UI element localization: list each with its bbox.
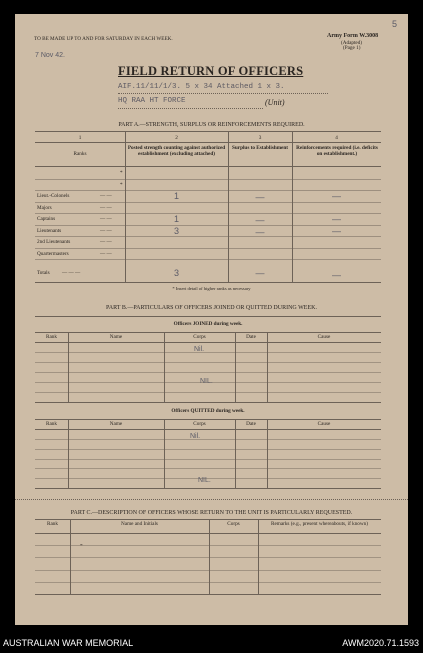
part-a-row-rule	[35, 179, 381, 180]
part-a-row-rule	[35, 236, 381, 237]
rank-label: Lieutenants	[37, 228, 62, 234]
rank-label: 2nd Lieutenants	[37, 239, 71, 245]
posted-value: 1	[173, 214, 179, 224]
table-row-rule	[35, 557, 381, 558]
quitted-nil: NIL.	[198, 477, 211, 484]
col-number: 3	[258, 135, 262, 141]
posted-value: 1	[173, 191, 179, 201]
table-col-header: Name	[109, 421, 123, 427]
rank-label: *	[120, 170, 123, 176]
surplus-value: —	[255, 215, 265, 225]
table-row-rule	[35, 449, 381, 450]
totals-posted: 3	[173, 268, 179, 278]
col-number: 4	[335, 135, 338, 141]
table-bottom-rule	[35, 402, 381, 403]
part-b-title: PART B.—PARTICULARS OF OFFICERS JOINED OR QUITTED DURING WEEK.	[106, 305, 317, 311]
surplus-value: —	[255, 192, 265, 202]
part-a-footnote: * Insert detail of higher ranks as necessary	[172, 286, 251, 291]
form-number: Army Form W.3008	[327, 33, 379, 39]
fold-line	[15, 499, 408, 500]
unit-line	[118, 108, 263, 109]
table-row-rule	[35, 439, 381, 440]
col-number: 2	[175, 135, 178, 141]
rank-leader: — —	[100, 251, 112, 257]
table-col-header: Date	[246, 334, 256, 340]
col-number: 1	[78, 135, 82, 141]
col-header-posted: Posted strength counting against authorized establishment (excluding attached)	[127, 145, 226, 157]
reinforcements-value: —	[332, 191, 341, 201]
table-col-header: Remarks (e.g., present whereabouts, if known)	[271, 521, 368, 527]
rank-label: Quartermasters	[37, 251, 69, 257]
footer-accession: AWM2020.71.1593	[342, 638, 419, 648]
part-a-row-rule	[35, 259, 381, 260]
reference-line	[118, 93, 328, 94]
typed-reference: AIF.11/11/1/3. 5 x 34 Attached 1 x 3.	[118, 83, 285, 91]
part-c-title: PART C.—DESCRIPTION OF OFFICERS WHOSE RETURN TO THE UNIT IS PARTICULARLY REQUESTED.	[70, 510, 353, 516]
part-a-top-rule	[35, 131, 381, 132]
table-row-rule	[35, 392, 381, 393]
rank-leader: — —	[100, 216, 112, 222]
table-top-rule	[35, 519, 381, 520]
totals-reinforcements: —	[332, 270, 341, 280]
totals-leader: — — —	[62, 270, 81, 276]
reinforcements-value: —	[332, 214, 341, 224]
footer-caption	[0, 634, 423, 653]
table-col-header: Rank	[46, 421, 57, 427]
part-c-mark: -	[80, 540, 83, 549]
date-stamp: 7 Nov 42.	[35, 52, 65, 59]
table-header-rule	[35, 533, 381, 534]
surplus-value: —	[255, 227, 265, 237]
rank-leader: — —	[100, 205, 112, 211]
table-col-header: Name	[109, 334, 123, 340]
totals-surplus: —	[255, 268, 265, 278]
table-col-header: Rank	[47, 521, 58, 527]
table-header-rule	[35, 342, 381, 343]
table-row-rule	[35, 545, 381, 546]
rank-label: *	[120, 182, 123, 188]
unit-name: HQ RAA HT FORCE	[118, 97, 186, 105]
rank-leader: — —	[100, 193, 112, 199]
col-header-ranks: Ranks	[73, 151, 87, 157]
table-row-rule	[35, 372, 381, 373]
reinforcements-value: —	[332, 226, 341, 236]
table-bottom-rule	[35, 594, 381, 595]
rank-label: Captains	[37, 216, 56, 222]
joined-nil: NIL.	[200, 378, 213, 385]
quitted-title: Officers QUITTED during week.	[171, 408, 245, 414]
totals-label: Totals	[37, 270, 50, 276]
part-a-row-rule	[35, 202, 381, 203]
table-row-rule	[35, 570, 381, 571]
rank-leader: — —	[100, 228, 112, 234]
table-row-rule	[35, 459, 381, 460]
table-col-header: Cause	[317, 334, 331, 340]
joined-note: Nil.	[194, 346, 205, 353]
quitted-note: Nil.	[190, 433, 201, 440]
unit-label: (Unit)	[265, 98, 285, 107]
table-col-header: Cause	[317, 421, 331, 427]
form-title: FIELD RETURN OF OFFICERS	[118, 64, 304, 78]
part-b-top-rule	[35, 316, 381, 317]
table-header-rule	[35, 429, 381, 430]
table-col-header: Rank	[46, 334, 57, 340]
part-a-header-rule	[35, 166, 381, 167]
form-adapted: (Adapted)	[341, 40, 363, 46]
part-a-title: PART A.—STRENGTH, SURPLUS OR REINFORCEMENTS REQUIRED.	[118, 122, 305, 128]
part-a-row-rule	[35, 248, 381, 249]
col-header-reinforcements: Reinforcements required (i.e. deficits on establishment.)	[296, 145, 378, 157]
rank-label: Lieut.-Colonels	[37, 193, 70, 199]
table-col-header: Corps	[193, 334, 206, 340]
table-top-rule	[35, 419, 381, 420]
table-col-header: Corps	[227, 521, 240, 527]
table-row-rule	[35, 582, 381, 583]
table-row-rule	[35, 352, 381, 353]
corner-mark: 5	[392, 19, 398, 29]
table-row-rule	[35, 362, 381, 363]
part-a-number-rule	[35, 142, 381, 143]
part-a-bottom-rule	[35, 282, 381, 283]
table-col-header: Corps	[193, 421, 206, 427]
table-top-rule	[35, 332, 381, 333]
instruction-text: TO BE MADE UP TO AND FOR SATURDAY IN EACH WEEK.	[34, 36, 173, 42]
table-col-header: Date	[246, 421, 256, 427]
table-row-rule	[35, 468, 381, 469]
table-col-header: Name and Initials	[121, 521, 158, 527]
rank-leader: — —	[100, 239, 112, 245]
col-header-surplus: Surplus to Establishment	[232, 145, 288, 151]
rank-label: Majors	[37, 205, 52, 211]
joined-title: Officers JOINED during week.	[173, 321, 243, 327]
form-page: (Page 1)	[343, 45, 361, 51]
footer-institution: AUSTRALIAN WAR MEMORIAL	[3, 638, 134, 648]
table-bottom-rule	[35, 488, 381, 489]
posted-value: 3	[173, 226, 179, 236]
